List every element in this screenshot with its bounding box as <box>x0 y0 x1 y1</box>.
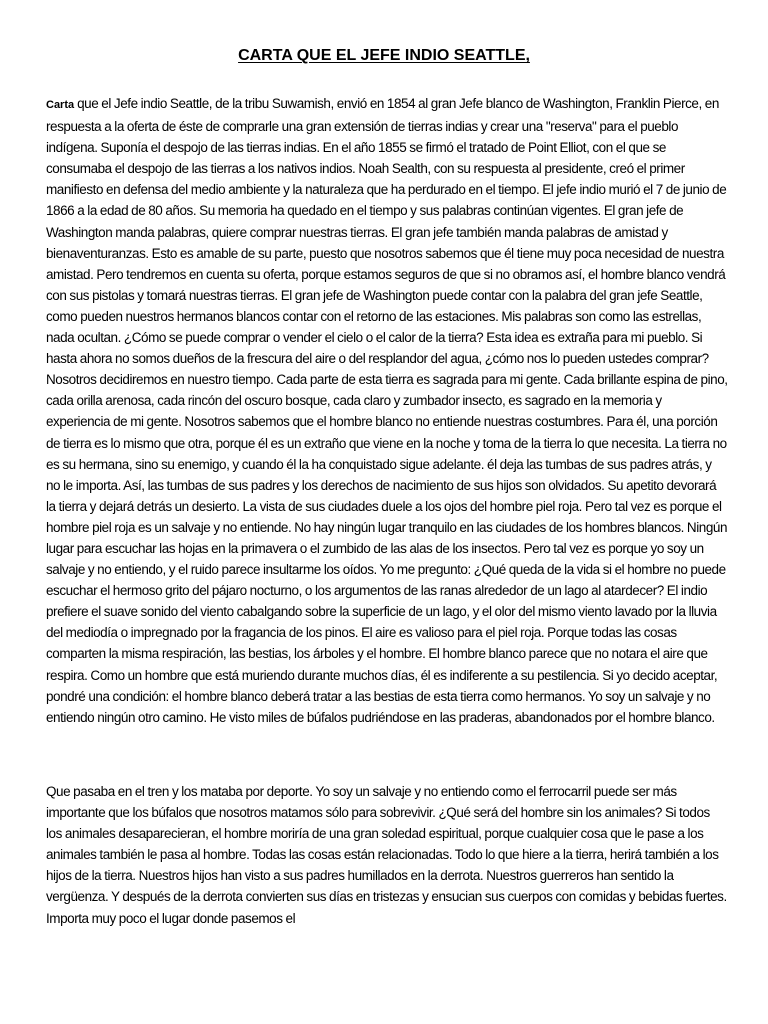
paragraph-2 <box>46 781 728 929</box>
paragraph-1-lead-word: Carta <box>46 99 75 111</box>
paragraph-1-text: que el Jefe indio Seattle, de la tribu Suwamish, envió en 1854 al gran Jefe blanco de Washington, Franklin Pierce, en respuesta a la oferta de éste de comprarle una gran extensión de tierras indias y crear una "reserva" para el pueblo indígena. Suponía el despojo de las tierras indias. En el año 1855 se firmó el tratado de Point Elliot, con el que se consumaba el despojo de las tierras a los nativos indios. Noah Sealth, con su respuesta al presidente, creó el primer manifiesto en defensa del medio ambiente y la naturaleza que ha perdurado en el tiempo. El jefe indio murió el 7 de junio de 1866 a la edad de 80 años. Su memoria ha quedado en el tiempo y sus palabras continúan vigentes. El gran jefe de Washington manda palabras, quiere comprar nuestras tierras. El gran jefe también manda palabras de amistad y bienaventuranzas. Esto es amable de su parte, puesto que nosotros sabemos que él tiene muy poca necesidad de nuestra amistad. Pero tendremos en cuenta su oferta, porque estamos seguros de que si no obramos así, el hombre blanco vendrá con sus pistolas y tomará nuestras tierras. El gran jefe de Washington puede contar con la palabra del gran jefe Seattle, como pueden nuestros hermanos blancos contar con el retorno de las estaciones. Mis palabras son como las estrellas, nada ocultan. ¿Cómo se puede comprar o vender el cielo o el calor de la tierra? Esta idea es extraña para mi pueblo. Si hasta ahora no somos dueños de la frescura del aire o del resplandor del agua, ¿cómo nos lo pueden ustedes comprar? Nosotros decidiremos en nuestro tiempo. Cada parte de esta tierra es sagrada para mi gente. Cada brillante espina de pino, cada orilla arenosa, cada rincón del oscuro bosque, cada claro y zumbador insecto, es sagrado en la memoria y experiencia de mi gente. Nosotros sabemos que el hombre blanco no entiende nuestras costumbres. Para él, una porción de tierra es lo mismo que otra, porque él es un extraño que viene en la noche y toma de la tierra lo que necesita. La tierra no es su hermana, sino su enemigo, y cuando él la ha conquistado sigue adelante. él deja las tumbas de sus padres atrás, y no le importa. Así, las tumbas de sus padres y los derechos de nacimiento de sus hijos son olvidados. Su apetito devorará la tierra y dejará detrás un desierto. La vista de sus ciudades duele a los ojos del hombre piel roja. Pero tal vez es porque el hombre piel roja es un salvaje y no entiende. No hay ningún lugar tranquilo en las ciudades de los hombres blancos. Ningún lugar para escuchar las hojas en la primavera o el zumbido de las alas de los insectos. Pero tal vez es porque yo soy un salvaje y no entiendo, y el ruido parece insultarme los oídos. Yo me pregunto: ¿Qué queda de la vida si el hombre no puede escuchar el hermoso grito del pájaro nocturno, o los argumentos de las ranas alrededor de un lago al atardecer? El indio prefiere el suave sonido del viento cabalgando sobre la superficie de un lago, y el olor del mismo viento lavado por la lluvia del mediodía o impregnado por la fragancia de los pinos. El aire es valioso para el piel roja. Porque todas las cosas comparten la misma respiración, las bestias, los árboles y el hombre. El hombre blanco parece que no notara el aire que respira. Como un hombre que está muriendo durante muchos días, él es indiferente a su pestilencia. Si yo decido aceptar, pondré una condición: el hombre blanco deberá tratar a las bestias de esta tierra como hermanos. Yo soy un salvaje y no entiendo ningún otro camino. He visto miles de búfalos pudriéndose en las praderas, abandonados por el hombre blanco. <box>46 96 728 725</box>
paragraph-2-text: Que pasaba en el tren y los mataba por deporte. Yo soy un salvaje y no entiendo como el ferrocarril puede ser más importante que los búfalos que nosotros matamos sólo para sobrevivir. ¿Qué será del hombre sin los animales? Si todos los animales desaparecieran, el hombre moriría de una gran soledad espiritual, porque cualquier cosa que le pase a los animales también le pasa al hombre. Todas las cosas están relacionadas. Todo lo que hiere a la tierra, herirá también a los hijos de la tierra. Nuestros hijos han visto a sus padres humillados en la derrota. Nuestros guerreros han sentido la vergüenza. Y después de la derrota convierten sus días en tristezas y ensucian sus cuerpos con comidas y bebidas fuertes. Importa muy poco el lugar donde pasemos el <box>46 784 727 926</box>
document-title: CARTA QUE EL JEFE INDIO SEATTLE, <box>238 47 530 64</box>
paragraph-1 <box>46 93 728 728</box>
